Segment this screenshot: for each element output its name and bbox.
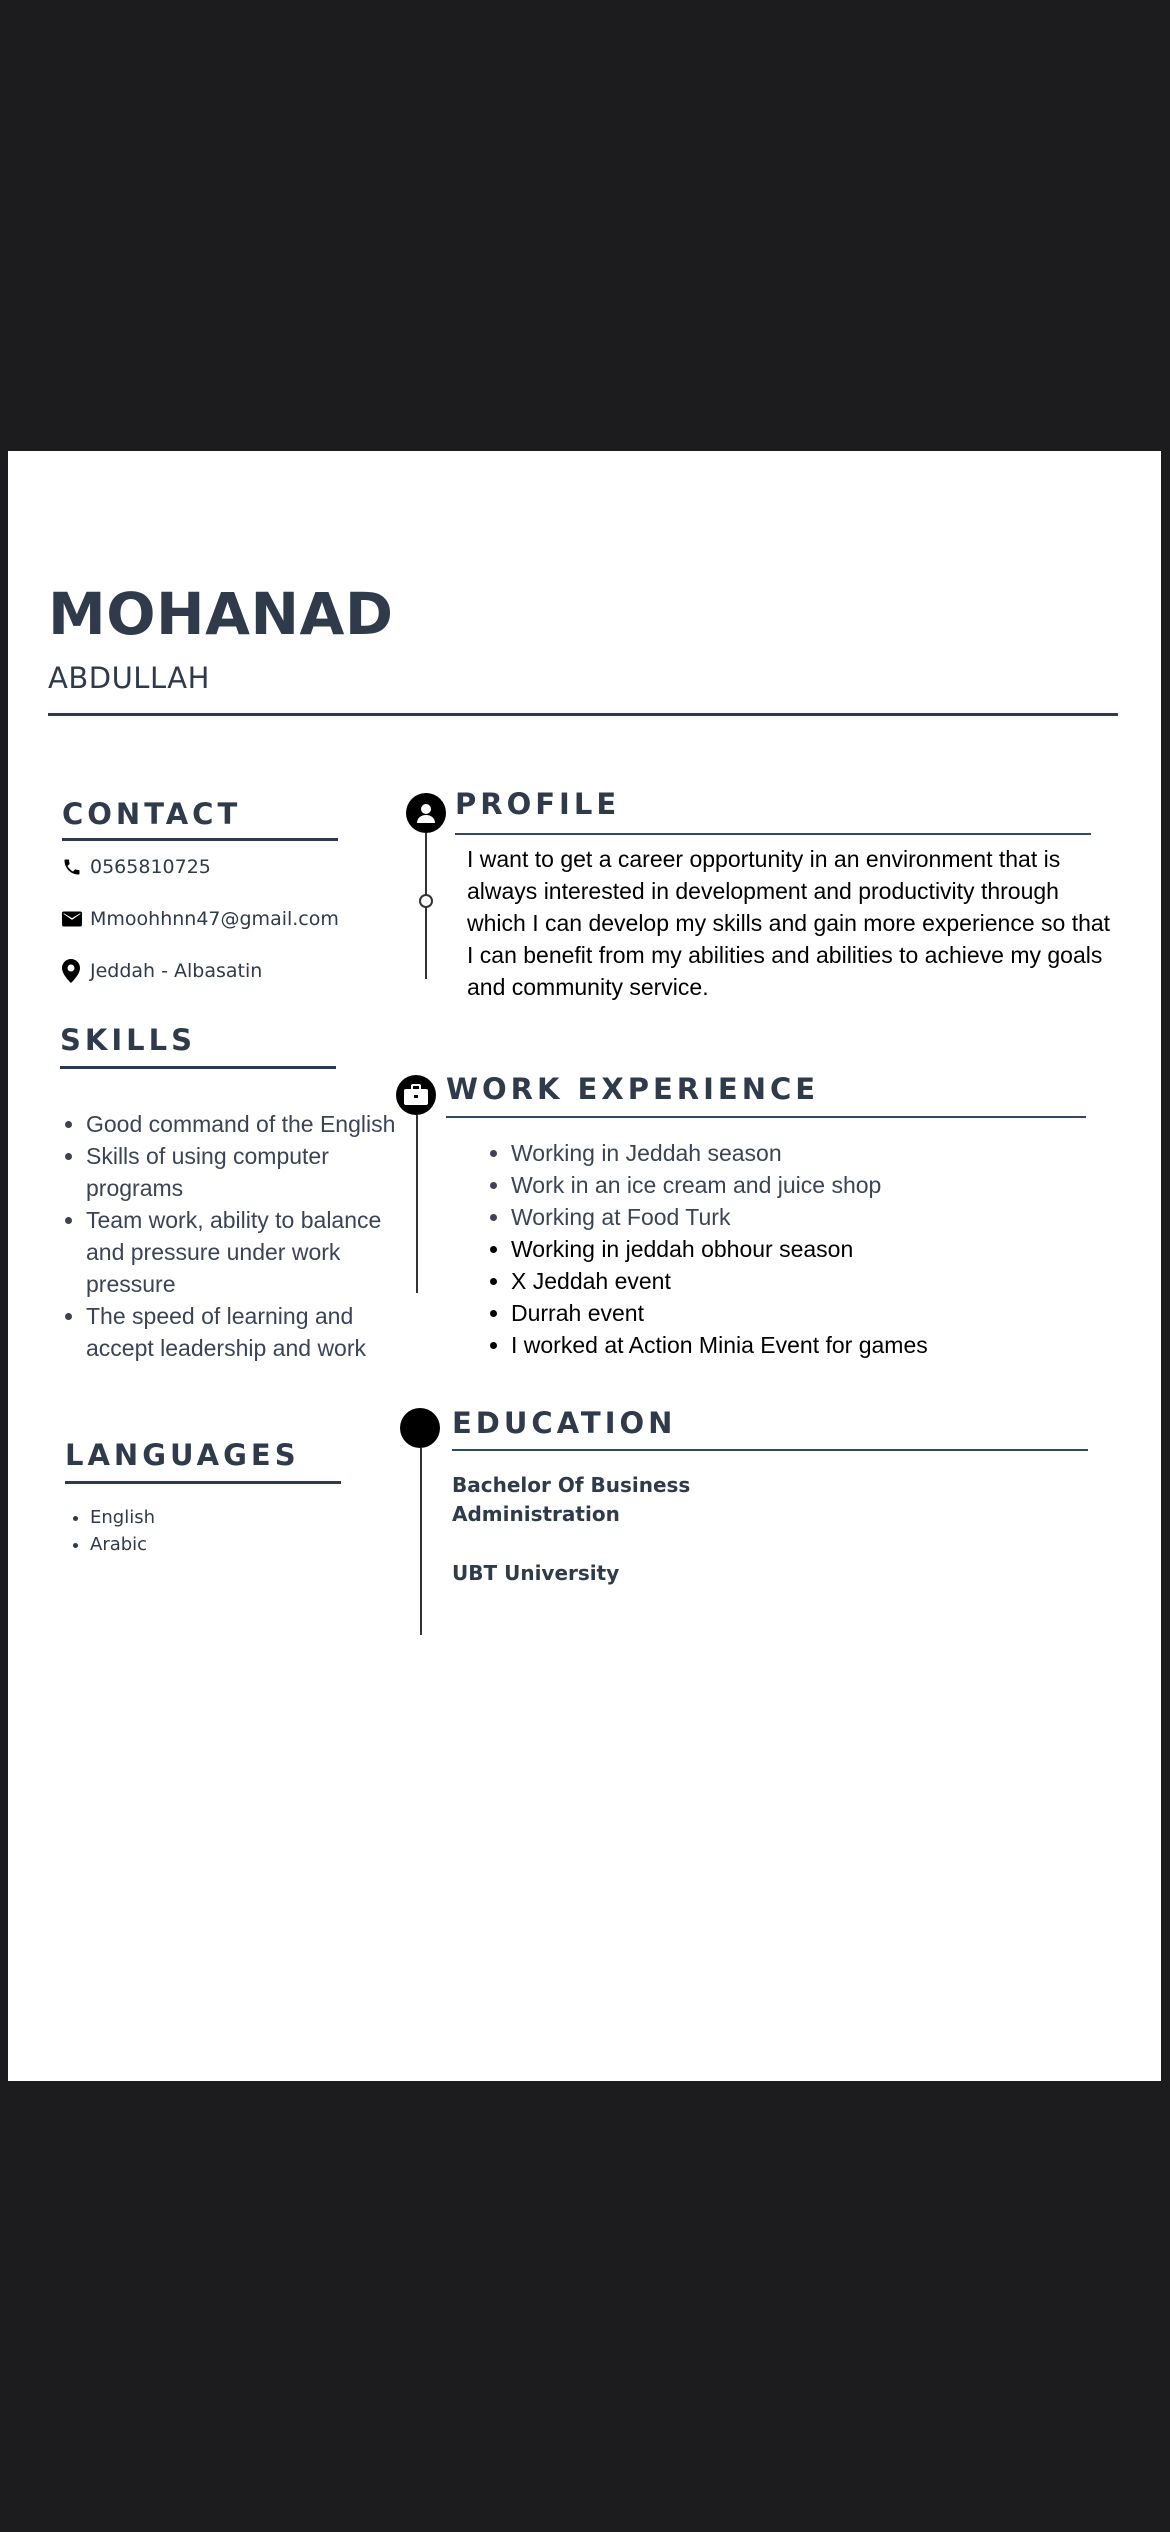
contact-title: CONTACT bbox=[62, 797, 242, 831]
last-name: ABDULLAH bbox=[48, 661, 210, 695]
list-item: • The speed of learning and accept leadership and work bbox=[86, 1300, 416, 1364]
timeline-line bbox=[416, 1115, 418, 1293]
briefcase-icon bbox=[396, 1075, 436, 1115]
location-pin-icon bbox=[62, 957, 90, 985]
contact-email-row bbox=[62, 905, 339, 933]
profile-text: I want to get a career opportunity in an environment that is always interested in development and productivity through which I can develop my skills and gain more experience so that I can benefit from my abilities and abilities to achieve my goals and community service. bbox=[467, 846, 1111, 1000]
work-divider bbox=[446, 1116, 1086, 1118]
work-experience-title: WORK EXPERIENCE bbox=[446, 1072, 820, 1106]
work-list bbox=[485, 1137, 1131, 1361]
list-item: • Work in an ice cream and juice shop bbox=[511, 1169, 1131, 1201]
timeline-line bbox=[420, 1448, 422, 1635]
list-item: • Arabic bbox=[90, 1531, 155, 1558]
list-item: • X Jeddah event bbox=[511, 1265, 1131, 1297]
list-item: • Good command of the English bbox=[86, 1108, 416, 1140]
list-item: • English bbox=[90, 1504, 155, 1531]
education-title: EDUCATION bbox=[452, 1406, 677, 1440]
first-name: MOHANAD bbox=[48, 580, 394, 648]
list-item: • I worked at Action Minia Event for games bbox=[511, 1329, 1131, 1361]
degree bbox=[452, 1471, 690, 1529]
phone-number: 0565810725 bbox=[90, 856, 211, 878]
profile-title: PROFILE bbox=[455, 787, 621, 821]
school-name: UBT University bbox=[452, 1561, 620, 1585]
list-item: • Working at Food Turk bbox=[511, 1201, 1131, 1233]
skills-title: SKILLS bbox=[60, 1023, 196, 1057]
location: Jeddah - Albasatin bbox=[90, 960, 263, 982]
education-icon bbox=[400, 1408, 440, 1448]
mail-icon bbox=[62, 905, 90, 933]
degree-line-2: Administration bbox=[452, 1502, 620, 1526]
list-item: • Durrah event bbox=[511, 1297, 1131, 1329]
skills-divider bbox=[60, 1066, 336, 1069]
header-divider bbox=[48, 713, 1118, 716]
list-item: • Working in jeddah obhour season bbox=[511, 1233, 1131, 1265]
profile-divider bbox=[455, 833, 1091, 835]
languages-divider bbox=[65, 1481, 341, 1484]
person-icon bbox=[406, 793, 446, 833]
email-address: Mmoohhnn47@gmail.com bbox=[90, 908, 339, 930]
education-divider bbox=[452, 1449, 1088, 1451]
list-item: • Working in Jeddah season bbox=[511, 1137, 1131, 1169]
skills-list bbox=[60, 1108, 416, 1364]
languages-title: LANGUAGES bbox=[65, 1438, 300, 1472]
timeline-dot bbox=[419, 894, 433, 908]
list-item: • Skills of using computer programs bbox=[86, 1140, 416, 1204]
resume-page bbox=[8, 451, 1161, 2081]
languages-list bbox=[64, 1504, 155, 1558]
phone-icon bbox=[62, 853, 90, 881]
degree-line-1: Bachelor Of Business bbox=[452, 1473, 691, 1497]
contact-phone-row bbox=[62, 853, 211, 881]
list-item: • Team work, ability to balance and pressure under work pressure bbox=[86, 1204, 416, 1300]
contact-divider bbox=[62, 838, 338, 841]
contact-location-row bbox=[62, 957, 262, 985]
